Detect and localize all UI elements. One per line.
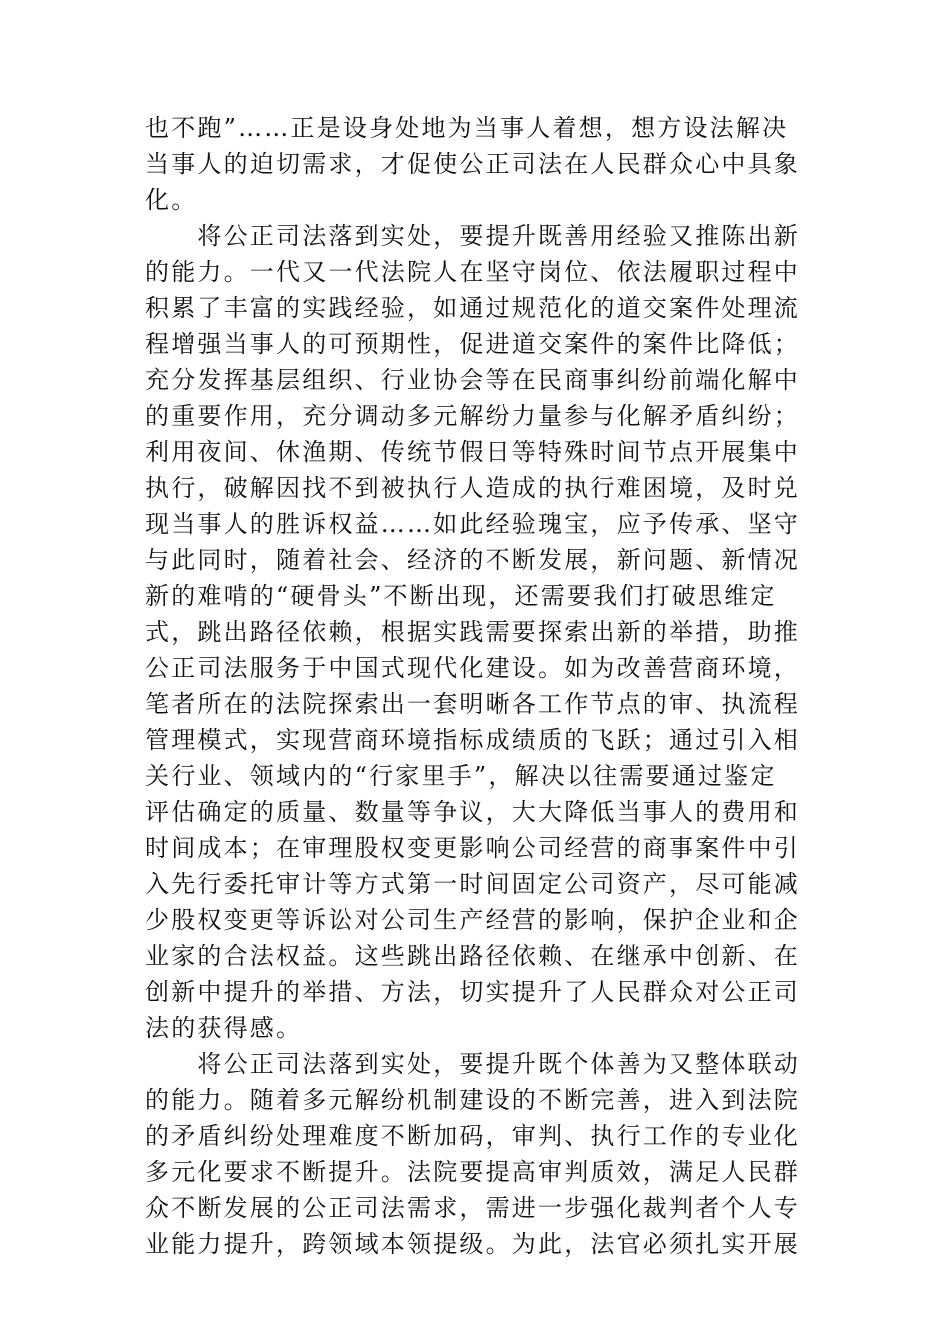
- text-line: 与此同时，随着社会、经济的不断发展，新问题、新情况: [145, 546, 800, 574]
- text-line: 新的难啃的“硬骨头”不断出现，还需要我们打破思维定: [145, 582, 777, 610]
- document-page: [145, 110, 805, 1262]
- text-line: 执行，破解因找不到被执行人造成的执行难困境，及时兑: [145, 474, 800, 502]
- text-line: 多元化要求不断提升。法院要提高审判质效，满足人民群: [145, 1158, 800, 1186]
- text-line: 将公正司法落到实处，要提升既善用经验又推陈出新: [145, 222, 800, 250]
- text-line: 现当事人的胜诉权益……如此经验瑰宝，应予传承、坚守: [145, 510, 800, 538]
- text-line: 的重要作用，充分调动多元解纷力量参与化解矛盾纠纷；: [145, 402, 800, 430]
- text-line: 管理模式，实现营商环境指标成绩质的飞跃；通过引入相: [145, 726, 800, 754]
- text-line: 评估确定的质量、数量等争议，大大降低当事人的费用和: [145, 798, 800, 826]
- text-line: 利用夜间、休渔期、传统节假日等特殊时间节点开展集中: [145, 438, 800, 466]
- text-line: 积累了丰富的实践经验，如通过规范化的道交案件处理流: [145, 294, 800, 322]
- text-line: 充分发挥基层组织、行业协会等在民商事纠纷前端化解中: [145, 366, 800, 394]
- text-line: 式，跳出路径依赖，根据实践需要探索出新的举措，助推: [145, 618, 800, 646]
- text-line: 的能力。一代又一代法院人在坚守岗位、依法履职过程中: [145, 258, 800, 286]
- text-line: 的矛盾纠纷处理难度不断加码，审判、执行工作的专业化: [145, 1122, 800, 1150]
- text-line: 当事人的迫切需求，才促使公正司法在人民群众心中具象: [145, 150, 800, 178]
- text-line: 业家的合法权益。这些跳出路径依赖、在继承中创新、在: [145, 942, 800, 970]
- text-line: 少股权变更等诉讼对公司生产经营的影响，保护企业和企: [145, 906, 800, 934]
- text-line: 入先行委托审计等方式第一时间固定公司资产，尽可能减: [145, 870, 800, 898]
- text-line: 关行业、领域内的“行家里手”，解决以往需要通过鉴定: [145, 762, 777, 790]
- text-line: 笔者所在的法院探索出一套明晰各工作节点的审、执流程: [145, 690, 800, 718]
- text-line: 法的获得感。: [145, 1014, 303, 1042]
- text-line: 化。: [145, 186, 198, 214]
- text-line: 将公正司法落到实处，要提升既个体善为又整体联动: [145, 1050, 800, 1078]
- text-line: 众不断发展的公正司法需求，需进一步强化裁判者个人专: [145, 1194, 800, 1222]
- text-line: 业能力提升，跨领域本领提级。为此，法官必须扎实开展: [145, 1230, 800, 1258]
- text-line: 的能力。随着多元解纷机制建设的不断完善，进入到法院: [145, 1086, 800, 1114]
- text-line: 也不跑”……正是设身处地为当事人着想，想方设法解决: [145, 114, 789, 142]
- text-line: 时间成本；在审理股权变更影响公司经营的商事案件中引: [145, 834, 800, 862]
- text-line: 程增强当事人的可预期性，促进道交案件的案件比降低；: [145, 330, 800, 358]
- text-line: 创新中提升的举措、方法，切实提升了人民群众对公正司: [145, 978, 800, 1006]
- text-line: 公正司法服务于中国式现代化建设。如为改善营商环境，: [145, 654, 800, 682]
